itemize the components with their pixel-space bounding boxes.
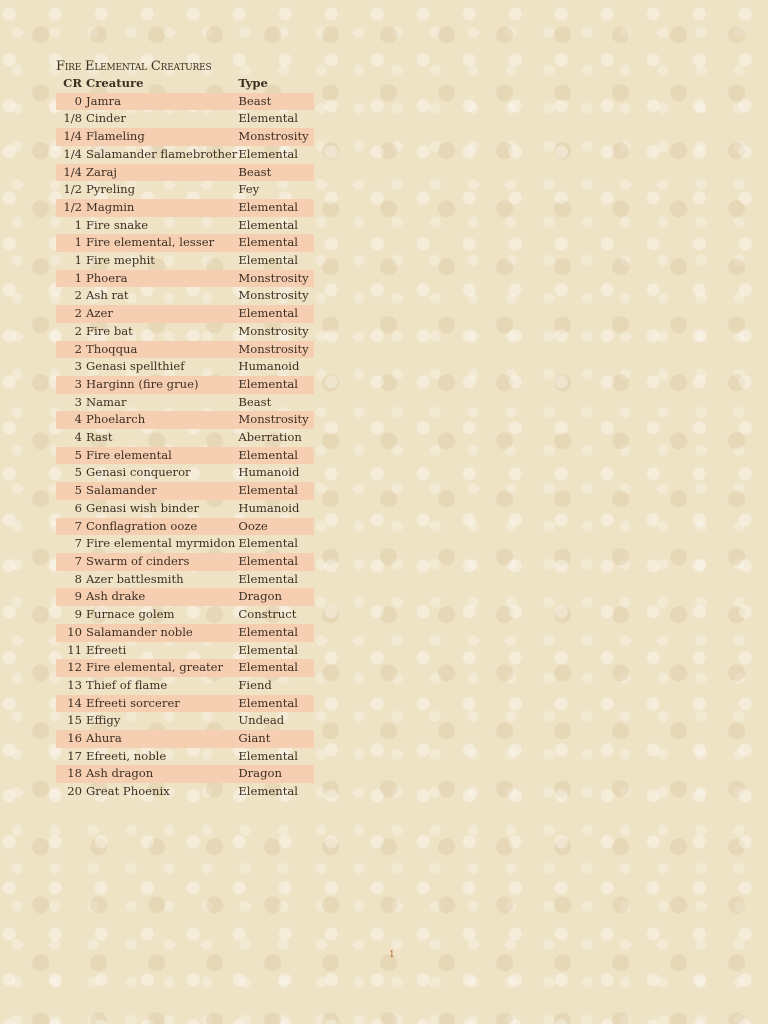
cell-creature: Furnace golem [86,607,175,622]
table-row [56,695,314,713]
cell-cr: 15 [67,713,82,728]
cell-creature: Fire elemental [86,447,237,465]
cell-type: Dragon [237,765,314,783]
table-row [56,765,314,783]
cell-cr: 1 [74,253,82,268]
cell-creature: Salamander noble [86,624,237,642]
cell-cr: 1/4 [63,146,82,161]
table-row [56,252,314,270]
cell-cr: 1 [74,217,82,232]
cell-type: Humanoid [238,500,300,515]
cell-cr: 10 [56,624,86,642]
cell-creature: Phoera [86,270,237,288]
cell-creature: Azer battlesmith [86,571,184,586]
cell-type: Elemental [238,536,298,551]
table-row [56,411,314,429]
cell-cr: 18 [56,765,86,783]
cell-cr: 6 [74,500,82,515]
cell-type: Undead [238,713,285,728]
cell-creature: Thief of flame [86,677,168,692]
cell-type: Elemental [237,695,314,713]
table-row [56,287,314,305]
creatures-table [56,75,314,801]
cell-creature: Harginn (fire grue) [86,376,237,394]
cell-type: Elemental [237,553,314,571]
cell-cr: 9 [56,588,86,606]
cell-cr: 17 [67,748,82,763]
table-row [56,553,314,571]
cell-creature: Rast [86,430,113,445]
table-row [56,429,314,447]
cell-type: Monstrosity [237,270,314,288]
cell-cr: 1/2 [56,199,86,217]
table-row [56,571,314,589]
cell-creature: Genasi spellthief [86,359,185,374]
cell-type: Elemental [237,305,314,323]
table-row [56,659,314,677]
column-header-cr: CR [63,76,82,90]
cell-creature: Phoelarch [86,411,237,429]
cell-cr: 2 [74,288,82,303]
table-row [56,234,314,252]
cell-cr: 3 [74,359,82,374]
cell-cr: 5 [56,482,86,500]
cell-type: Beast [237,164,314,182]
table-row [56,128,314,146]
cell-creature: Great Phoenix [86,784,170,799]
cell-cr: 2 [56,305,86,323]
cell-cr: 8 [74,571,82,586]
cell-creature: Efreeti sorcerer [86,695,237,713]
page-number: 1 [389,950,395,960]
table-row [56,110,314,128]
cell-type: Fey [238,182,260,197]
cell-cr: 16 [56,730,86,748]
cell-cr: 12 [56,659,86,677]
table-row [56,588,314,606]
cell-creature: Namar [86,394,127,409]
cell-creature: Ahura [86,730,237,748]
table-row [56,181,314,199]
table-row [56,748,314,766]
cell-cr: 7 [56,518,86,536]
cell-creature: Ash dragon [86,765,237,783]
table-row [56,730,314,748]
cell-cr: 13 [67,677,82,692]
cell-creature: Genasi wish binder [86,500,199,515]
cell-type: Elemental [238,146,298,161]
cell-cr: 4 [56,411,86,429]
cell-type: Monstrosity [238,288,309,303]
cell-type: Monstrosity [237,341,314,359]
cell-type: Elemental [237,234,314,252]
table-row [56,199,314,217]
table-row [56,323,314,341]
cell-creature: Efreeti, noble [86,748,167,763]
cell-creature: Efreeti [86,642,127,657]
table-row [56,305,314,323]
cell-creature: Pyreling [86,182,136,197]
cell-cr: 3 [74,394,82,409]
cell-type: Elemental [237,199,314,217]
table-row [56,606,314,624]
table-row [56,341,314,359]
table-body [56,93,314,801]
cell-creature: Jamra [86,93,237,111]
cell-creature: Thoqqua [86,341,237,359]
cell-cr: 1/4 [56,164,86,182]
cell-creature: Zaraj [86,164,237,182]
cell-cr: 4 [74,430,82,445]
table-row [56,447,314,465]
table-row [56,217,314,235]
cell-type: Elemental [238,784,298,799]
cell-creature: Swarm of cinders [86,553,237,571]
cell-type: Construct [238,607,297,622]
table-row [56,712,314,730]
cell-type: Beast [238,394,272,409]
cell-cr: 20 [67,784,82,799]
cell-cr: 1/8 [63,111,82,126]
cell-creature: Fire elemental, lesser [86,234,237,252]
cell-creature: Azer [86,305,237,323]
cell-creature: Flameling [86,128,237,146]
cell-cr: 1/4 [56,128,86,146]
cell-type: Monstrosity [237,411,314,429]
table-row [56,500,314,518]
table-header-row [56,75,314,93]
table-row [56,164,314,182]
table-row [56,482,314,500]
cell-cr: 7 [56,553,86,571]
cell-creature: Fire snake [86,217,149,232]
cell-creature: Conflagration ooze [86,518,237,536]
cell-type: Elemental [238,217,298,232]
table-row [56,464,314,482]
cell-type: Elemental [238,253,298,268]
cell-type: Elemental [238,111,298,126]
cell-type: Dragon [237,588,314,606]
cell-creature: Salamander flamebrother [86,146,238,161]
cell-cr: 5 [56,447,86,465]
column-header-creature: Creature [86,76,144,90]
cell-type: Elemental [237,376,314,394]
cell-cr: 1 [56,270,86,288]
cell-creature: Fire elemental, greater [86,659,237,677]
cell-creature: Cinder [86,111,126,126]
table-row [56,677,314,695]
cell-creature: Genasi conqueror [86,465,191,480]
cell-creature: Ash rat [86,288,129,303]
cell-creature: Effigy [86,713,121,728]
cell-type: Monstrosity [238,323,309,338]
cell-cr: 7 [74,536,82,551]
cell-type: Monstrosity [237,128,314,146]
cell-type: Aberration [238,430,302,445]
table-row [56,518,314,536]
cell-cr: 0 [56,93,86,111]
table-row [56,624,314,642]
cell-creature: Fire elemental myrmidon [86,536,236,551]
cell-creature: Magmin [86,199,237,217]
cell-type: Humanoid [238,359,300,374]
cell-type: Giant [237,730,314,748]
cell-cr: 5 [74,465,82,480]
cell-cr: 14 [56,695,86,713]
table-row [56,642,314,660]
cell-type: Elemental [237,447,314,465]
cell-cr: 1/2 [63,182,82,197]
cell-creature: Ash drake [86,588,237,606]
table-row [56,358,314,376]
cell-type: Humanoid [238,465,300,480]
cell-cr: 11 [67,642,82,657]
cell-creature: Fire bat [86,323,133,338]
cell-cr: 9 [74,607,82,622]
cell-type: Fiend [238,677,272,692]
cell-type: Elemental [238,642,298,657]
cell-type: Elemental [237,659,314,677]
table-row [56,535,314,553]
cell-type: Elemental [238,571,298,586]
table-row [56,376,314,394]
cell-cr: 1 [56,234,86,252]
cell-cr: 2 [74,323,82,338]
cell-creature: Salamander [86,482,237,500]
table-row [56,783,314,801]
table-row [56,394,314,412]
table-row [56,93,314,111]
cell-type: Elemental [237,624,314,642]
column-header-type: Type [238,76,268,90]
cell-cr: 2 [56,341,86,359]
cell-type: Ooze [237,518,314,536]
cell-type: Elemental [237,482,314,500]
table-title: Fire Elemental Creatures [56,59,212,74]
table-row [56,146,314,164]
cell-cr: 3 [56,376,86,394]
cell-creature: Fire mephit [86,253,155,268]
cell-type: Beast [237,93,314,111]
table-row [56,270,314,288]
cell-type: Elemental [238,748,298,763]
